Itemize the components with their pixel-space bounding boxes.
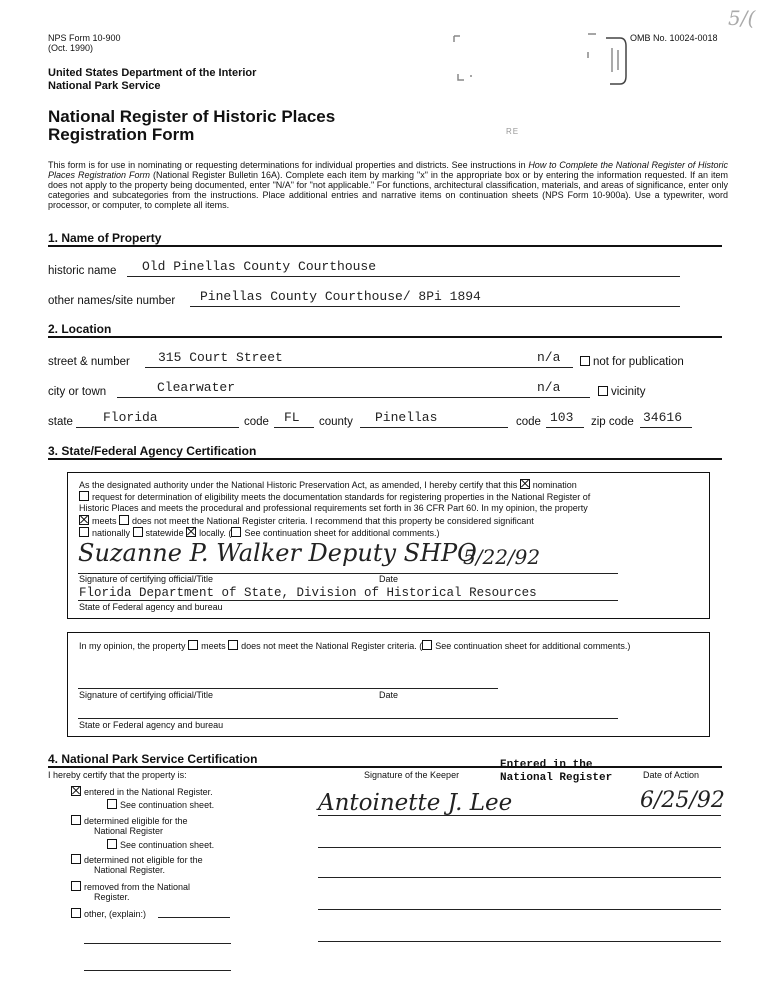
removed-option: removed from the National — [71, 881, 190, 892]
date-label: Date — [379, 574, 399, 584]
state-value: Florida — [103, 410, 158, 425]
eligible-continuation: See continuation sheet. — [107, 839, 214, 850]
eligible-continuation-checkbox[interactable] — [107, 839, 117, 849]
omb-number: OMB No. 10024-0018 — [630, 33, 718, 43]
agency-value: Florida Department of State, Division of Historical Resources — [79, 586, 537, 600]
city-value: Clearwater — [157, 380, 236, 395]
form-title-2: Registration Form — [48, 125, 195, 144]
certifying-official-signature: Suzanne P. Walker Deputy SHPO — [78, 539, 477, 567]
street-na: n/a — [537, 350, 561, 365]
faint-stamp: RE — [506, 127, 520, 136]
state-code-label: code — [244, 416, 269, 428]
section-1-heading: 1. Name of Property — [48, 231, 722, 247]
cert-line-2: request for determination of eligibility meets the documentation standards for registering properties in the National Register of — [79, 491, 590, 502]
instructions-paragraph: This form is for use in nominating or requesting determinations for individual properties and districts. See instructions in How to Complete the National Register of Historic Places Registration Form (National Register Bulletin 16A). Complete each item by marking "x" in the appropriate box or by entering the information requested. If an item does not apply to the property being documented, enter "N/A" for "not applicable." For functions, architectural classification, materials, and areas of significance, enter only categories and subcategories from the instructions. Place additional entries and narrative items on continuation sheets (NPS Form 10-900a). Use a typewriter, word processor, or computer, to complete all items. — [48, 160, 728, 210]
request-determination-checkbox[interactable] — [79, 491, 89, 501]
vicinity: vicinity — [598, 386, 646, 398]
nomination-checkbox[interactable] — [520, 479, 530, 489]
entered-stamp-line-1: Entered in the — [500, 759, 593, 771]
city-label: city or town — [48, 386, 107, 398]
historic-name-value: Old Pinellas County Courthouse — [142, 259, 377, 274]
eligible-option: determined eligible for the — [71, 815, 188, 826]
removed-checkbox[interactable] — [71, 881, 81, 891]
action-date: 6/25/92 — [640, 788, 725, 813]
entered-option: entered in the National Register. — [71, 786, 213, 797]
service-name: National Park Service — [48, 80, 161, 92]
certify-statement: I hereby certify that the property is: — [48, 770, 187, 780]
other-option: other, (explain:) — [71, 908, 146, 919]
county-value: Pinellas — [375, 410, 438, 425]
opinion-meets-checkbox[interactable] — [188, 640, 198, 650]
entered-stamp-line-2: National Register — [500, 772, 613, 784]
not-for-publication: not for publication — [580, 356, 684, 368]
does-not-meet-checkbox[interactable] — [119, 515, 129, 525]
not-for-publication-checkbox[interactable] — [580, 356, 590, 366]
not-eligible-checkbox[interactable] — [71, 854, 81, 864]
opinion-continuation-checkbox[interactable] — [422, 640, 432, 650]
signature-label-2: Signature of certifying official/Title — [79, 690, 214, 700]
signature-label: Signature of certifying official/Title — [79, 574, 214, 584]
street-value: 315 Court Street — [158, 350, 283, 365]
county-label: county — [319, 416, 353, 428]
locally-checkbox[interactable] — [186, 527, 196, 537]
state-code-value: FL — [284, 410, 300, 425]
not-eligible-option: determined not eligible for the — [71, 854, 203, 865]
entered-checkbox[interactable] — [71, 786, 81, 796]
section-3-heading: 3. State/Federal Agency Certification — [48, 444, 722, 460]
removed-option-line-2: Register. — [94, 892, 130, 902]
see-continuation-checkbox[interactable] — [231, 527, 241, 537]
form-date: (Oct. 1990) — [48, 43, 94, 53]
zip-label: zip code — [591, 416, 634, 428]
section-4-heading: 4. National Park Service Certification — [48, 752, 722, 768]
cert-line-4: meets does not meet the National Register criteria. I recommend that this property be considered significant — [79, 515, 534, 526]
keeper-signature: Antoinette J. Lee — [318, 790, 513, 816]
not-eligible-option-line-2: National Register. — [94, 865, 166, 875]
eligible-option-line-2: National Register — [94, 826, 164, 836]
other-names-label: other names/site number — [48, 295, 176, 307]
statewide-checkbox[interactable] — [133, 527, 143, 537]
section-2-heading: 2. Location — [48, 322, 722, 338]
opinion-text: In my opinion, the property meets does not meet the National Register criteria. ( See continuation sheet for additional comments.) — [79, 641, 631, 651]
nationally-checkbox[interactable] — [79, 527, 89, 537]
street-label: street & number — [48, 356, 130, 368]
cert-line-1: As the designated authority under the National Historic Preservation Act, as amended, I hereby certify that this nomination — [79, 480, 577, 490]
date-label-2: Date — [379, 690, 399, 700]
cert-line-5: nationally statewide locally. ( See continuation sheet for additional comments.) — [79, 527, 440, 538]
state-label: state — [48, 416, 73, 428]
entered-continuation: See continuation sheet. — [107, 799, 214, 810]
form-title-1: National Register of Historic Places — [48, 107, 336, 126]
cert-line-3: Historic Places and meets the procedural and professional requirements set forth in 36 CFR Part 60. In my opinion, the property — [79, 503, 588, 513]
other-names-value: Pinellas County Courthouse/ 8Pi 1894 — [200, 289, 481, 304]
form-number: NPS Form 10-900 — [48, 33, 121, 43]
meets-checkbox[interactable] — [79, 515, 89, 525]
agency-label: State of Federal agency and bureau — [79, 602, 223, 612]
vicinity-checkbox[interactable] — [598, 386, 608, 396]
opinion-does-not-meet-checkbox[interactable] — [228, 640, 238, 650]
county-code-value: 103 — [550, 410, 574, 425]
certifying-date: 5/22/92 — [463, 545, 541, 569]
county-code-label: code — [516, 416, 541, 428]
corner-handwriting: 5/( — [728, 6, 756, 30]
entered-continuation-checkbox[interactable] — [107, 799, 117, 809]
historic-name-label: historic name — [48, 265, 117, 277]
city-na: n/a — [537, 380, 561, 395]
date-of-action-label: Date of Action — [643, 770, 700, 780]
other-checkbox[interactable] — [71, 908, 81, 918]
zip-value: 34616 — [643, 410, 683, 425]
department-name: United States Department of the Interior — [48, 67, 257, 79]
eligible-checkbox[interactable] — [71, 815, 81, 825]
received-stamp-faint — [448, 30, 638, 90]
agency-label-2: State or Federal agency and bureau — [79, 720, 224, 730]
keeper-signature-label: Signature of the Keeper — [364, 770, 460, 780]
